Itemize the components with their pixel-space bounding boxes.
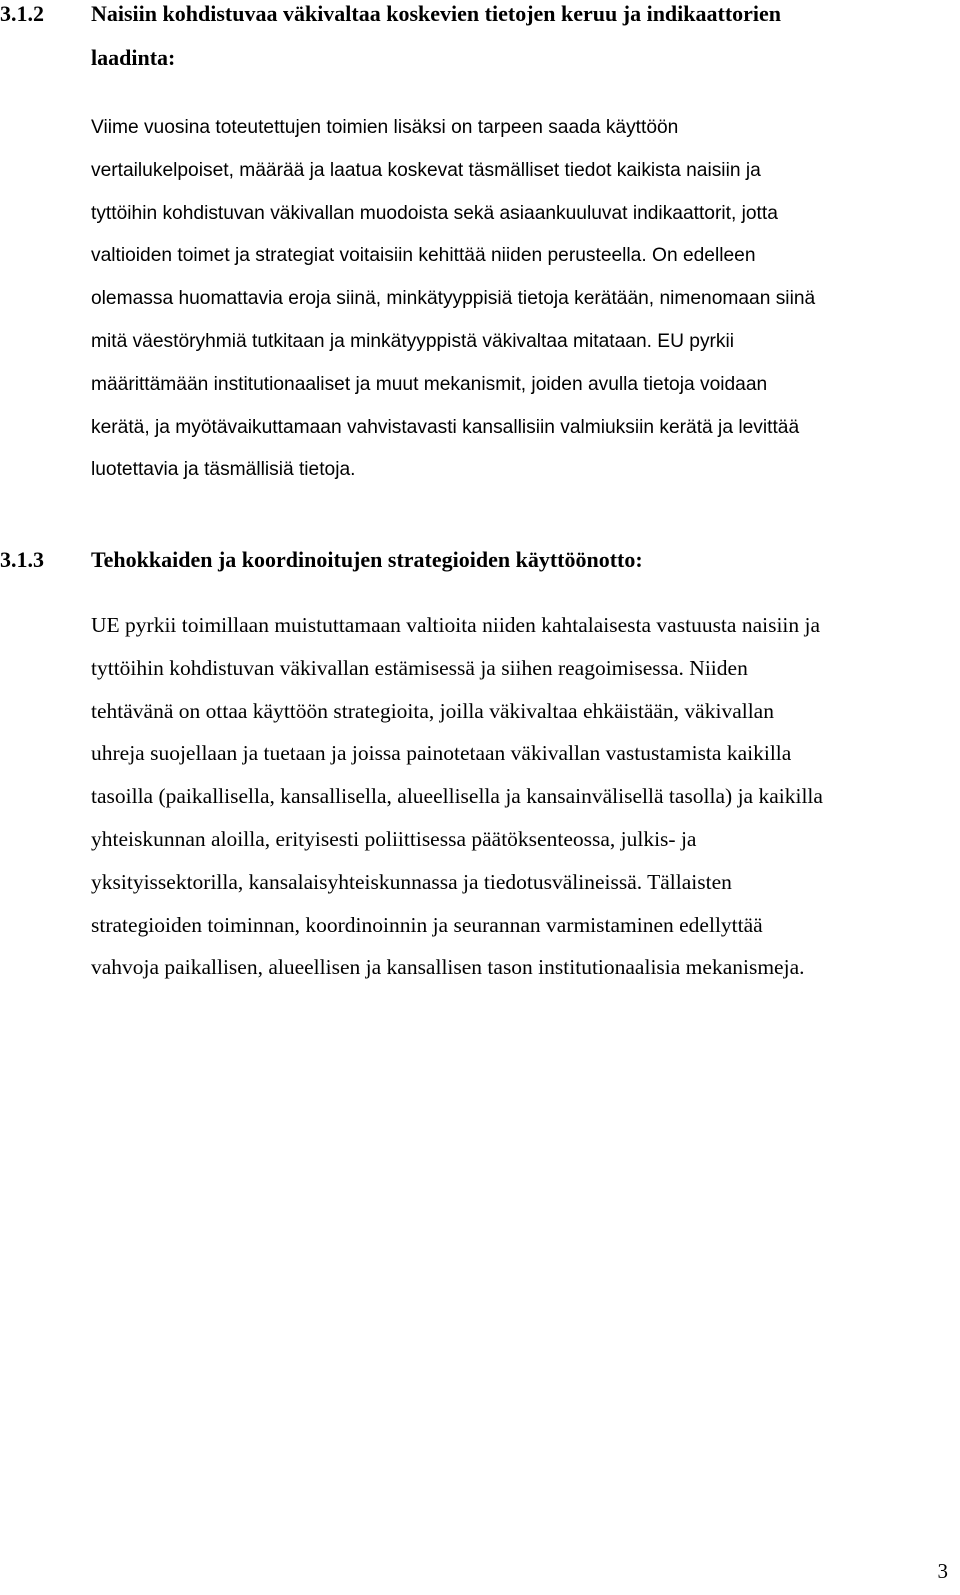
section-paragraph-3-1-3 bbox=[91, 604, 951, 989]
section-number: 3.1.2 bbox=[0, 1, 44, 26]
paragraph-line: määrittämään institutionaaliset ja muut mekanismit, joiden avulla tietoja voidaan bbox=[91, 373, 768, 395]
paragraph-line: tehtävänä on ottaa käyttöön strategioita, joilla väkivaltaa ehkäistään, väkivallan bbox=[91, 698, 774, 723]
paragraph-line: mitä väestöryhmiä tutkitaan ja minkätyyppistä väkivaltaa mitataan. EU pyrkii bbox=[91, 330, 735, 352]
section-title-line: Naisiin kohdistuvaa väkivaltaa koskevien tietojen keruu ja indikaattorien bbox=[91, 1, 782, 26]
paragraph-line: vertailukelpoiset, määrää ja laatua koskevat täsmälliset tiedot kaikista naisiin ja bbox=[91, 159, 761, 181]
section-heading-3-1-2 bbox=[0, 0, 950, 80]
section-number: 3.1.3 bbox=[0, 547, 44, 572]
paragraph-line: strategioiden toiminnan, koordinoinnin ja seurannan varmistaminen edellyttää bbox=[91, 912, 763, 937]
paragraph-line: UE pyrkii toimillaan muistuttamaan valtioita niiden kahtalaisesta vastuusta naisiin ja bbox=[91, 613, 821, 637]
paragraph-line: vahvoja paikallisen, alueellisen ja kansallisen tason institutionaalisia mekanismeja. bbox=[91, 955, 805, 980]
paragraph-line: valtioiden toimet ja strategiat voitaisiin kehittää niiden perusteella. On edelleen bbox=[91, 245, 756, 267]
paragraph-line: Viime vuosina toteutettujen toimien lisäksi on tarpeen saada käyttöön bbox=[91, 117, 679, 138]
paragraph-line: tyttöihin kohdistuvan väkivallan estämisessä ja siihen reagoimisessa. Niiden bbox=[91, 655, 748, 680]
paragraph-line: yhteiskunnan aloilla, erityisesti poliittisessa päätöksenteossa, julkis- ja bbox=[91, 826, 697, 851]
paragraph-line: kerätä, ja myötävaikuttamaan vahvistavasti kansallisiin valmiuksiin kerätä ja levittää bbox=[91, 416, 800, 438]
paragraph-line: yksityissektorilla, kansalaisyhteiskunnassa ja tiedotusvälineissä. Tällaisten bbox=[91, 869, 732, 894]
section-paragraph-3-1-2 bbox=[91, 107, 951, 492]
paragraph-line: luotettavia ja täsmällisiä tietoja. bbox=[91, 459, 356, 481]
section-title-line: laadinta: bbox=[91, 45, 176, 70]
page-number: 3 bbox=[937, 1559, 948, 1583]
paragraph-line: tyttöihin kohdistuvan väkivallan muodoista sekä asiaankuuluvat indikaattorit, jotta bbox=[91, 202, 778, 224]
paragraph-line: olemassa huomattavia eroja siinä, minkätyyppisiä tietoja kerätään, nimenomaan siinä bbox=[91, 288, 816, 310]
section-heading-3-1-3 bbox=[0, 538, 950, 582]
section-title: Tehokkaiden ja koordinoitujen strategioiden käyttöönotto: bbox=[91, 547, 643, 572]
paragraph-line: tasoilla (paikallisella, kansallisella, alueellisella ja kansainvälisellä tasolla) ja kaikilla bbox=[91, 784, 823, 809]
section-title bbox=[91, 0, 941, 80]
paragraph-line: uhreja suojellaan ja tuetaan ja joissa painotetaan väkivallan vastustamista kaikilla bbox=[91, 741, 792, 766]
